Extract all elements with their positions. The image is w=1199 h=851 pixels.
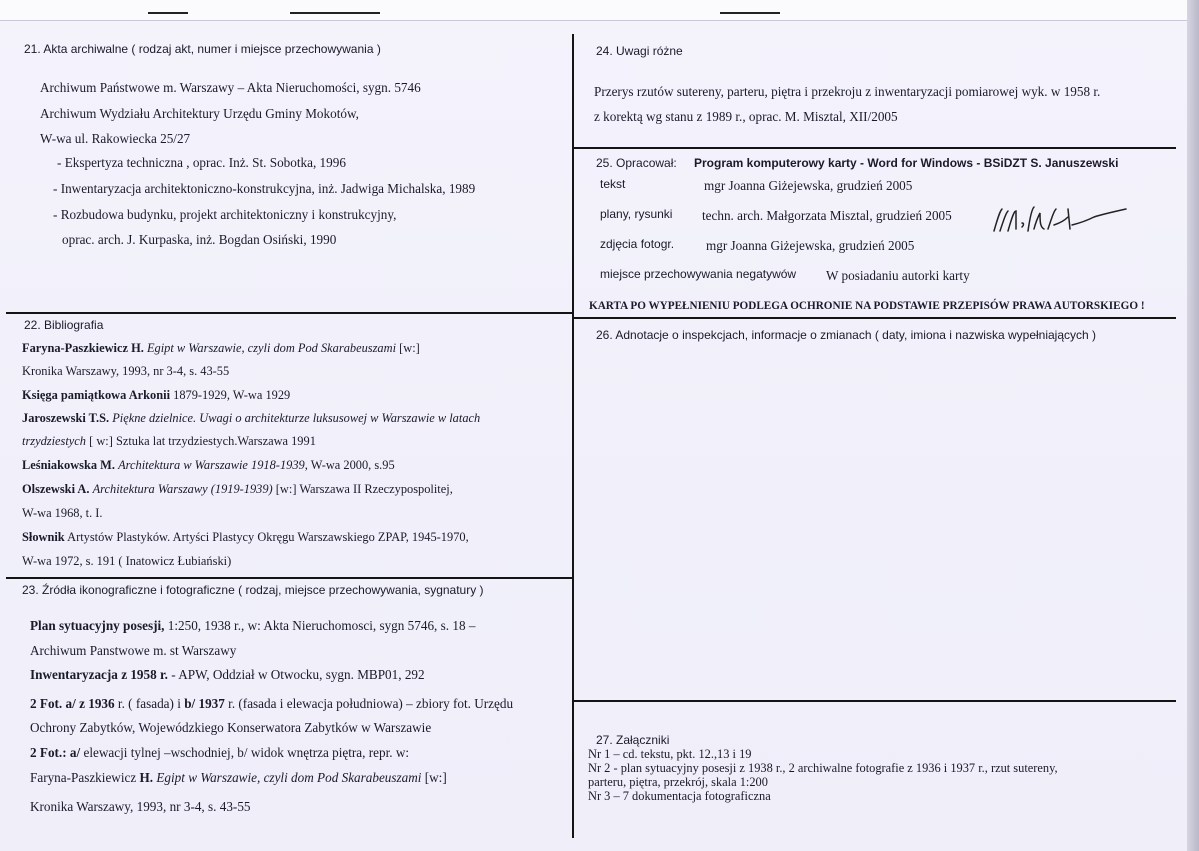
top-edge-mark	[720, 12, 780, 14]
credit-value: techn. arch. Małgorzata Misztal, grudzień 2005	[702, 208, 952, 223]
source-entry: 2 Fot.: a/ elewacji tylnej –wschodniej, b/ widok wnętrza piętra, repr. w:	[30, 745, 410, 760]
bibliography-entry: Olszewski A. Architektura Warszawy (1919-1939) [w:] Warszawa II Rzeczypospolitej,	[22, 482, 453, 496]
attachment-line: Nr 2 - plan sytuacyjny posesji z 1938 r., 2 archiwalne fotografie z 1936 i 1937 r., rzut sutereny,	[588, 761, 1058, 775]
bibliography-entry: W-wa 1972, s. 191 ( Inatowicz Łubiański)	[22, 554, 232, 568]
archive-line: oprac. arch. J. Kurpaska, inż. Bogdan Osiński, 1990	[62, 232, 337, 247]
bibliography-entry: trzydziestych [ w:] Sztuka lat trzydziestych.Warszawa 1991	[22, 434, 316, 448]
section-24-heading: 24. Uwagi różne	[596, 44, 683, 58]
source-entry: 2 Fot. a/ z 1936 r. ( fasada) i b/ 1937 r. (fasada i elewacja południowa) – zbiory fot. Urzędu	[30, 696, 514, 711]
section-23-heading: 23. Źródła ikonograficzne i fotograficzne ( rodzaj, miejsce przechowywania, sygnatury )	[22, 583, 484, 597]
divider-26-27	[574, 700, 1176, 702]
remark-line: Przerys rzutów sutereny, parteru, piętra i przekroju z inwentaryzacji pomiarowej wyk. w 1958 r.	[594, 84, 1101, 99]
section-22-heading: 22. Bibliografia	[24, 318, 104, 332]
signature-stroke	[994, 207, 1126, 231]
bibliography-entry: Faryna-Paszkiewicz H. Egipt w Warszawie, czyli dom Pod Skarabeuszami [w:]	[22, 341, 420, 355]
source-entry: Ochrony Zabytków, Wojewódzkiego Konserwatora Zabytków w Warszawie	[30, 720, 432, 735]
source-entry: Inwentaryzacja z 1958 r. - APW, Oddział w Otwocku, sygn. MBP01, 292	[30, 667, 425, 682]
archive-line: - Inwentaryzacja architektoniczno-konstrukcyjna, inż. Jadwiga Michalska, 1989	[53, 181, 476, 196]
section-21-heading: 21. Akta archiwalne ( rodzaj akt, numer i miejsce przechowywania )	[24, 42, 381, 56]
program-credit: Program komputerowy karty - Word for Windows - BSiDZT S. Januszewski	[694, 156, 1119, 170]
scan-top-edge	[0, 0, 1199, 21]
title: Słownik	[22, 530, 65, 544]
source-entry: Archiwum Panstwowe m. st Warszawy	[30, 643, 237, 658]
credit-value: mgr Joanna Giżejewska, grudzień 2005	[706, 238, 915, 253]
title: Piękne dzielnice. Uwagi o architekturze luksusowej w Warszawie w latach	[112, 411, 481, 425]
remark-line: z korektą wg stanu z 1989 r., oprac. M. Misztal, XII/2005	[594, 109, 898, 124]
credit-label: plany, rysunki	[600, 207, 673, 221]
bibliography-entry: Kronika Warszawy, 1993, nr 3-4, s. 43-55	[22, 364, 230, 378]
source-entry: Plan sytuacyjny posesji, 1:250, 1938 r., w: Akta Nieruchomosci, sygn 5746, s. 18 –	[30, 618, 476, 633]
divider-25-26	[574, 317, 1176, 319]
archive-line: - Rozbudowa budynku, projekt architektoniczny i konstrukcyjny,	[53, 207, 397, 222]
handwritten-signature	[990, 203, 1130, 237]
scan-right-edge	[1187, 0, 1199, 851]
section-27-heading: 27. Załączniki	[596, 733, 670, 747]
credit-label: zdjęcia fotogr.	[600, 237, 675, 251]
author: Leśniakowska M.	[22, 458, 115, 472]
copyright-notice: KARTA PO WYPEŁNIENIU PODLEGA OCHRONIE NA PODSTAWIE PRZEPISÓW PRAWA AUTORSKIEGO !	[589, 300, 1145, 312]
section-25-heading: 25. Opracował:	[596, 156, 677, 170]
top-edge-mark	[148, 12, 188, 14]
section-26-heading: 26. Adnotacje o inspekcjach, informacje o zmianach ( daty, imiona i nazwiska wypełniających )	[596, 328, 1097, 342]
bibliography-entry: Słownik Artystów Plastyków. Artyści Plastycy Okręgu Warszawskiego ZPAP, 1945-1970,	[22, 530, 469, 544]
credit-value: mgr Joanna Giżejewska, grudzień 2005	[704, 178, 913, 193]
bibliography-entry: W-wa 1968, t. I.	[22, 506, 103, 520]
archive-line: W-wa ul. Rakowiecka 25/27	[40, 131, 191, 146]
title: Egipt w Warszawie, czyli dom Pod Skarabeuszami	[146, 341, 397, 355]
bibliography-entry: Księga pamiątkowa Arkonii 1879-1929, W-wa 1929	[22, 388, 291, 402]
bibliography-entry	[22, 410, 480, 426]
credit-label: miejsce przechowywania negatywów	[600, 267, 797, 281]
divider-24-25	[574, 147, 1176, 149]
credit-label: tekst	[600, 177, 626, 191]
bibliography-entry: Leśniakowska M. Architektura w Warszawie 1918-1939, W-wa 2000, s.95	[22, 458, 395, 472]
title: Księga pamiątkowa Arkonii	[22, 388, 171, 402]
attachment-line: Nr 3 – 7 dokumentacja fotograficzna	[588, 789, 771, 803]
source-entry: Kronika Warszawy, 1993, nr 3-4, s. 43-55	[30, 799, 251, 814]
source-entry: Faryna-Paszkiewicz H. Egipt w Warszawie, czyli dom Pod Skarabeuszami [w:]	[30, 770, 447, 785]
title: Architektura Warszawy (1919-1939)	[92, 482, 273, 496]
divider-22-23	[6, 577, 572, 579]
top-edge-mark	[290, 12, 380, 14]
attachment-line: parteru, piętra, przekrój, skala 1:200	[588, 775, 768, 789]
title: trzydziestych	[22, 434, 87, 448]
archive-line: Archiwum Państwowe m. Warszawy – Akta Nieruchomości, sygn. 5746	[40, 80, 421, 95]
author: Jaroszewski T.S.	[22, 411, 110, 425]
credit-value: W posiadaniu autorki karty	[826, 268, 970, 283]
archive-line: Archiwum Wydziału Architektury Urzędu Gminy Mokotów,	[40, 106, 359, 121]
archive-line: - Ekspertyza techniczna , oprac. Inż. St. Sobotka, 1996	[57, 155, 346, 170]
center-divider	[572, 34, 574, 838]
divider-21-22	[6, 312, 572, 314]
author: Olszewski A.	[22, 482, 90, 496]
title: Architektura w Warszawie 1918-1939,	[118, 458, 308, 472]
author: Faryna-Paszkiewicz H.	[22, 341, 144, 355]
attachment-line: Nr 1 – cd. tekstu, pkt. 12.,13 i 19	[588, 747, 752, 761]
